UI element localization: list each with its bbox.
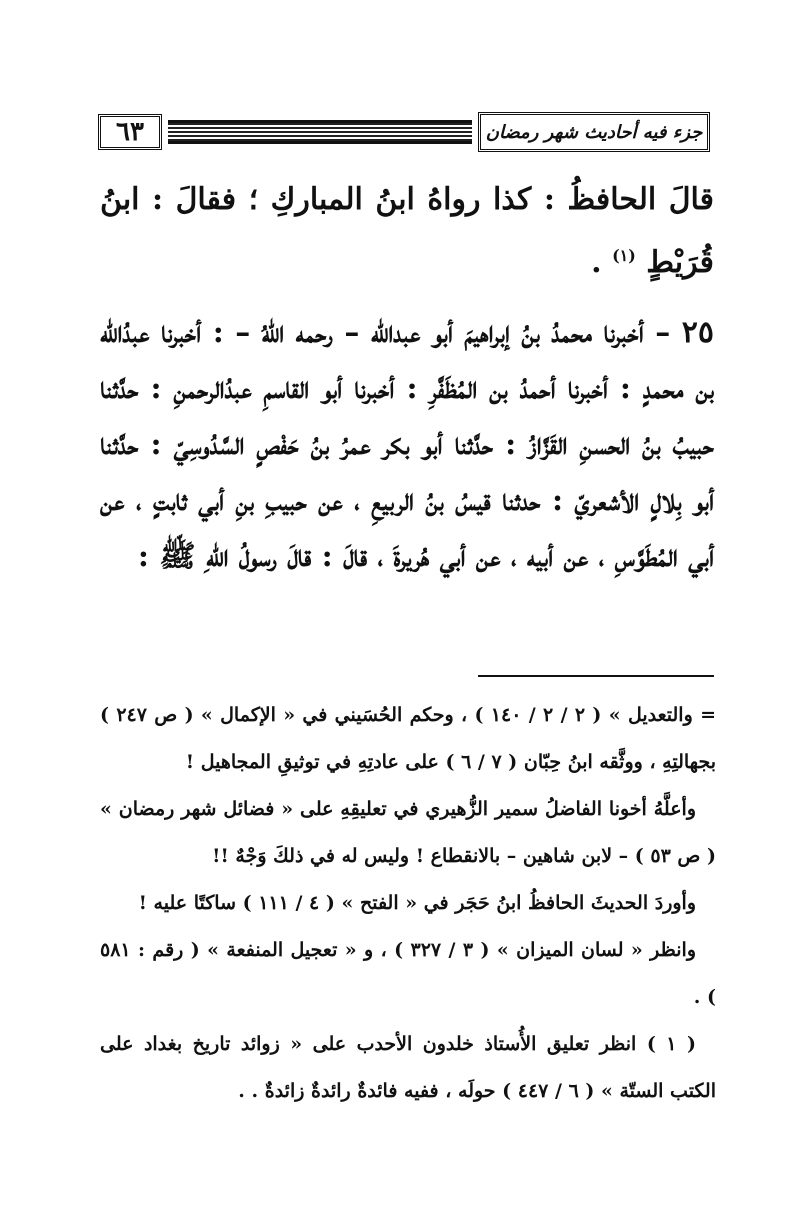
paragraph-1-text: قالَ الحافظُ : كذا رواهُ ابنُ المباركِ ؛ فقالَ : ابنُ قُرَيْطٍ — [100, 182, 714, 280]
paragraph-1 — [100, 172, 714, 291]
hadith-number: ٢٥ – — [655, 315, 714, 350]
footnote-continuation-1: = والتعديل » ( ٢ / ٢ / ١٤٠ ) ، وحكم الحُسَيني في « الإكمال » ( ص ٢٤٧ ) بجهالتِهِ ، ووثَّقه ابنُ حِبّان ( ٧ / ٦ ) على عادتِهِ في توثيقِ المجاهيل ! — [100, 704, 717, 773]
footnote-continuation-4: وانظر « لسان الميزان » ( ٣ / ٣٢٧ ) ، و « تعجيل المنفعة » ( رقم : ٥٨١ ) . — [100, 939, 716, 1008]
running-title: جزء فيه أحاديث شهر رمضان — [478, 112, 710, 152]
main-text — [100, 172, 714, 585]
footnotes — [100, 692, 716, 1115]
footnote-ref-1: (١) — [612, 246, 636, 265]
hadith-paragraph — [100, 305, 714, 585]
header-rule — [168, 120, 472, 144]
footnote-separator — [478, 675, 714, 677]
page-number: ٦٣ — [98, 114, 162, 150]
footnote-1: ( ١ ) انظر تعليق الأُستاذ خلدون الأحدب على « زوائد تاريخ بغداد على الكتب الستّة » ( ٦ / ٤٤٧ ) حولَه ، ففيه فائدةٌ رائدةٌ زائدةٌ . . — [100, 1033, 716, 1102]
footnote-continuation-2: وأعلَّهُ أخونا الفاضلُ سمير الزُّهيري في تعليقِهِ على « فضائل شهر رمضان » ( ص ٥٣ ) – لابن شاهين – بالانقطاع ! وليس له في ذلكَ وَجْهٌ !! — [100, 798, 716, 867]
footnote-continuation-3: وأوردَ الحديثَ الحافظُ ابنُ حَجَر في « الفتح » ( ٤ / ١١١ ) ساكتًا عليه ! — [138, 892, 696, 914]
hadith-isnad-text: أخبرنا محمدُ بنُ إبراهيمَ أبو عبدالله – رحمه اللهُ – : أخبرنا عبدُالله بن محمدٍ : أخبرنا أحمدُ بن المُظَفَّرِ : أخبرنا أبو القاسمِ عبدُالرحمنِ : حدَّثنا حبيبُ بنُ الحسنِ القَزَّازُ : حدَّثنا أبو بكر عمرُ بنُ حَفْصٍ السَّدُوسِيّ : حدَّثنا أبو بِلالٍ الأشعريّ : حدثنا قيسُ بنُ الربيعِ ، عن حبيبِ بنِ أبي ثابتٍ ، عن أبي المُطَوَّسِ ، عن أبيه ، عن أبي هُريرةَ ، قالَ : قالَ رسولُ اللهِ ﷺ : — [100, 315, 714, 574]
page-header — [98, 112, 710, 154]
paragraph-1-end: . — [591, 245, 602, 280]
